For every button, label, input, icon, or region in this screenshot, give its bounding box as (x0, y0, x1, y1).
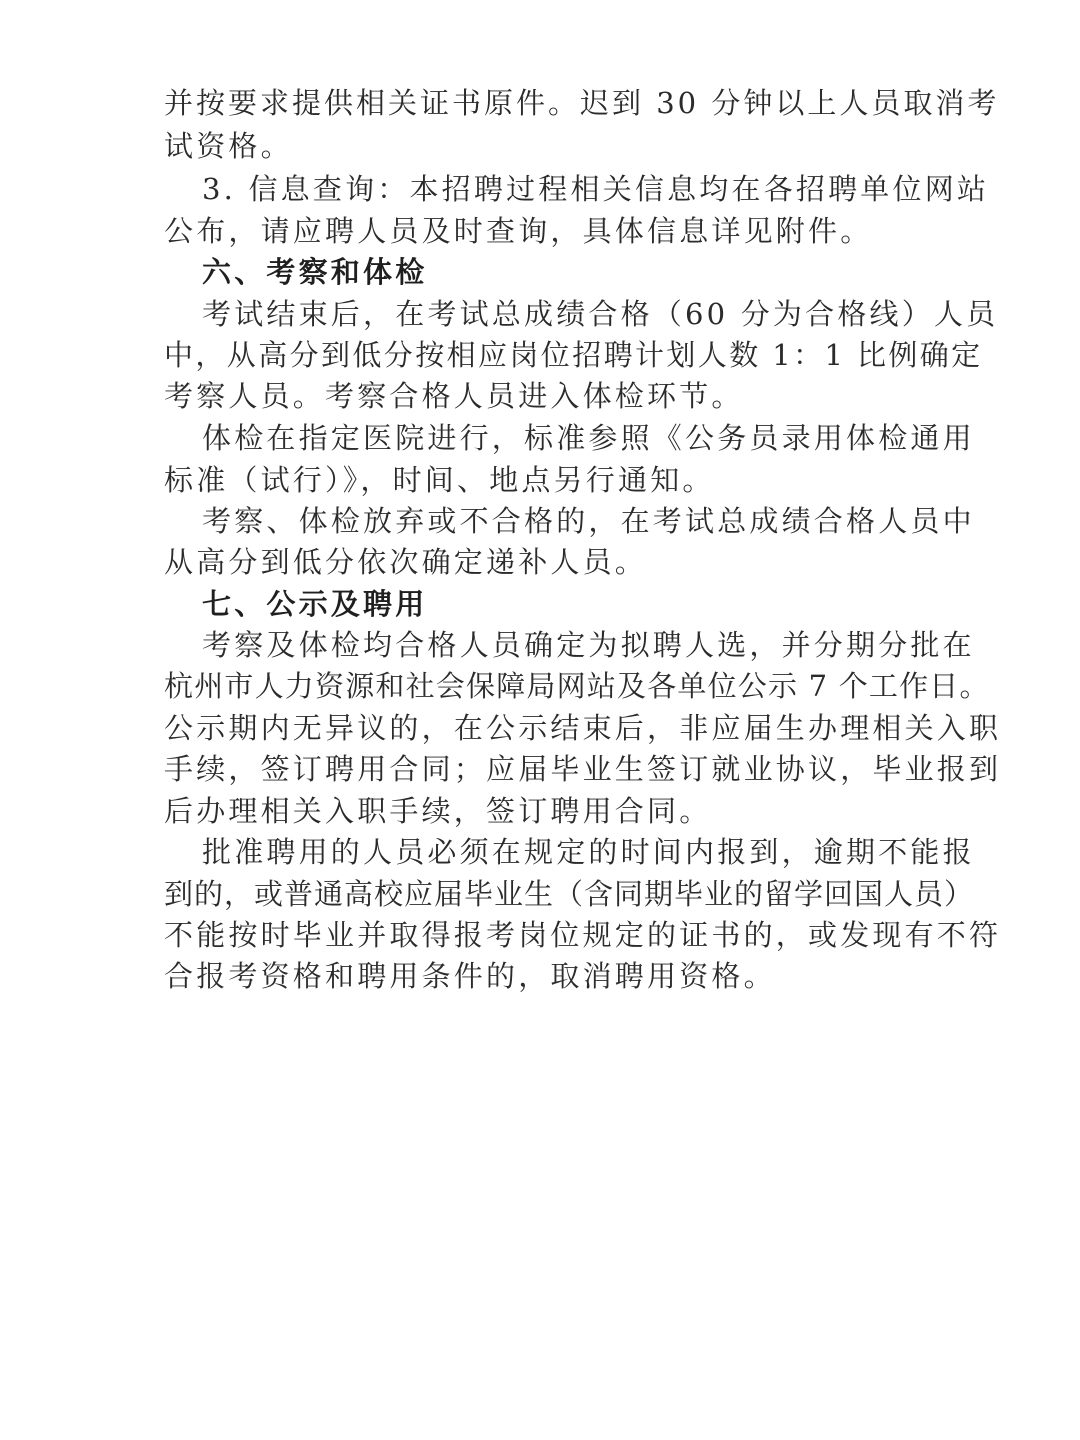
text-line: 批准聘用的人员必须在规定的时间内报到，逾期不能报 (202, 835, 975, 869)
text-line: 手续，签订聘用合同；应届毕业生签订就业协议，毕业报到 (164, 752, 1002, 786)
text-line: 不能按时毕业并取得报考岗位规定的证书的，或发现有不符 (164, 918, 1002, 952)
text-line: 考试结束后，在考试总成绩合格（60 分为合格线）人员 (202, 297, 999, 331)
text-line: 考察人员。考察合格人员进入体检环节。 (164, 379, 744, 413)
text-line: 标准（试行）》，时间、地点另行通知。 (164, 463, 715, 497)
text-line: 后办理相关入职手续，签订聘用合同。 (164, 794, 712, 828)
text-line: 中，从高分到低分按相应岗位招聘计划人数 1：1 比例确定 (164, 338, 983, 372)
text-line: 试资格。 (164, 129, 293, 163)
text-line: 考察、体检放弃或不合格的，在考试总成绩合格人员中 (202, 504, 975, 538)
section-heading: 六、考察和体检 (202, 255, 428, 289)
text-line: 公布，请应聘人员及时查询，具体信息详见附件。 (164, 214, 873, 248)
text-line: 杭州市人力资源和社会保障局网站及各单位公示 7 个工作日。 (164, 669, 990, 703)
text-line: 并按要求提供相关证书原件。迟到 30 分钟以上人员取消考 (164, 86, 1000, 120)
text-line: 合报考资格和聘用条件的，取消聘用资格。 (164, 959, 776, 993)
section-heading: 七、公示及聘用 (202, 587, 428, 621)
text-line: 从高分到低分依次确定递补人员。 (164, 545, 648, 579)
text-line: 3. 信息查询：本招聘过程相关信息均在各招聘单位网站 (202, 172, 990, 206)
text-line: 到的，或普通高校应届毕业生（含同期毕业的留学回国人员） (164, 877, 975, 911)
text-line: 公示期内无异议的，在公示结束后，非应届生办理相关入职 (164, 711, 1002, 745)
text-line: 体检在指定医院进行，标准参照《公务员录用体检通用 (202, 421, 975, 455)
text-line: 考察及体检均合格人员确定为拟聘人选，并分期分批在 (202, 628, 975, 662)
